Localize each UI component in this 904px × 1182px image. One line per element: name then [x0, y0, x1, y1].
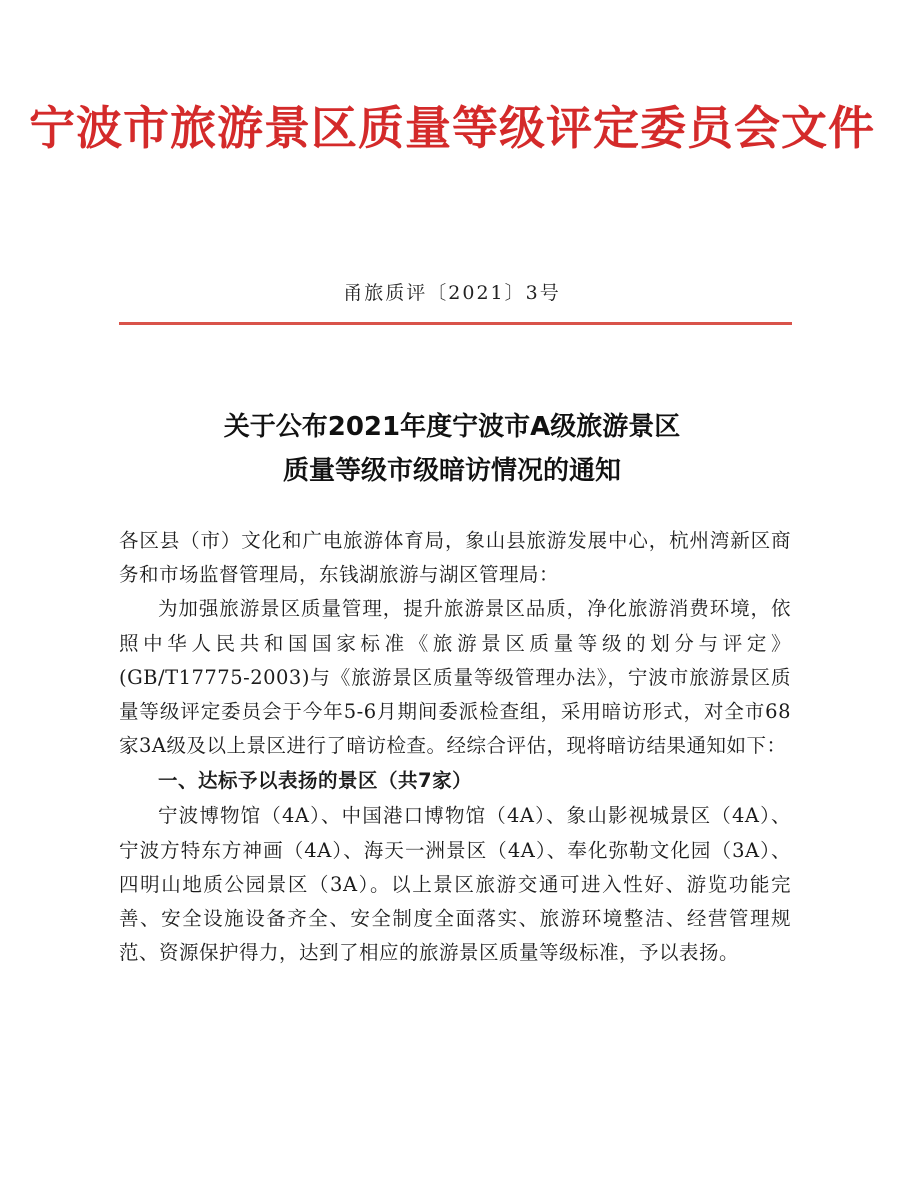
section-1-heading: 一、达标予以表扬的景区（共7家）: [158, 769, 473, 793]
notice-title-line-1: 关于公布2021年度宁波市A级旅游景区: [223, 412, 681, 442]
intro-paragraph: 为加强旅游景区质量管理，提升旅游景区品质，净化旅游消费环境，依照中华人民共和国国家标准《旅游景区质量等级的划分与评定》(GB/T17775-2003)与《旅游景区质量等级管理办法》，宁波市旅游景区质量等级评定委员会于今年5-6月期间委派检查组，采用暗访形式，对全市68家3A级及以上景区进行了暗访检查。经综合评估，现将暗访结果通知如下：: [119, 597, 791, 758]
section-1-paragraph: 宁波博物馆（4A）、中国港口博物馆（4A）、象山影视城景区（4A）、宁波方特东方神画（4A）、海天一洲景区（4A）、奉化弥勒文化园（3A）、四明山地质公园景区（3A）。以上景区旅游交通可进入性好、游览功能完善、安全设施设备齐全、安全制度全面落实、旅游环境整洁、经营管理规范、资源保护得力，达到了相应的旅游景区质量等级标准，予以表扬。: [119, 804, 791, 965]
addressees-paragraph: 各区县（市）文化和广电旅游体育局，象山县旅游发展中心，杭州湾新区商务和市场监督管理局，东钱湖旅游与湖区管理局：: [119, 529, 791, 587]
document-number: 甬旅质评〔2021〕3号: [343, 282, 561, 304]
notice-body: [119, 524, 791, 970]
red-divider-line: [119, 322, 792, 325]
notice-title-line-2: 质量等级市级暗访情况的通知: [282, 456, 621, 486]
notice-title: [0, 405, 904, 493]
issuing-organization-header: 宁波市旅游景区质量等级评定委员会文件: [29, 101, 875, 155]
